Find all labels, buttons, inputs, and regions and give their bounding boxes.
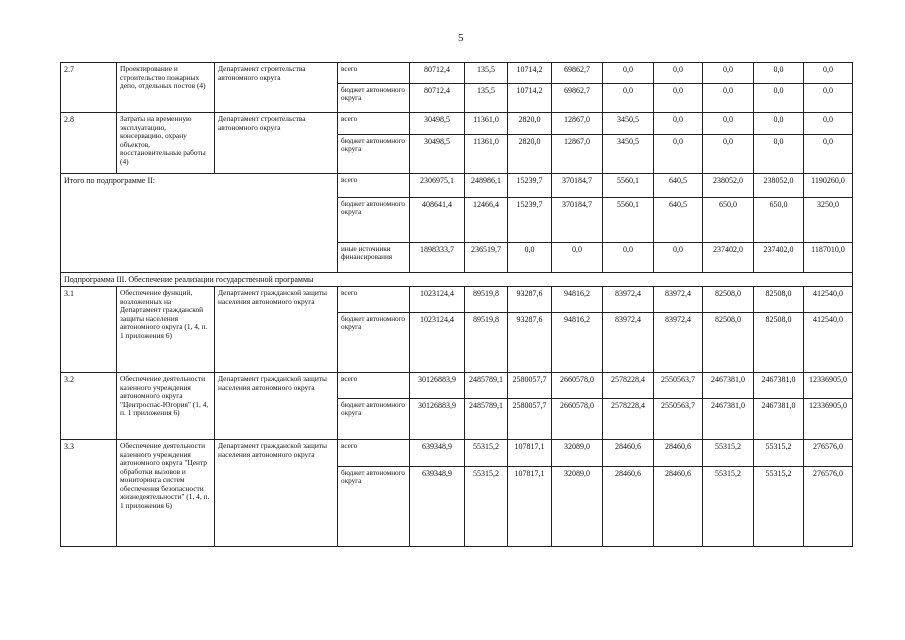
amount-cell: 15239,7 (508, 174, 552, 198)
amount-cell: 0,0 (552, 243, 603, 273)
amount-cell: 0,0 (703, 63, 754, 84)
amount-cell: 237402,0 (754, 243, 804, 273)
amount-cell: 2660578,0 (552, 399, 603, 440)
amount-cell: 83972,4 (654, 313, 703, 373)
amount-cell: 94816,2 (552, 313, 603, 373)
item-name: Обеспечение функций, возложенных на Департамент гражданской защиты населения автономного округа (1, 4, п. 1 приложения 6) (117, 287, 215, 373)
amount-cell: 93287,6 (508, 313, 552, 373)
amount-cell: 11361,0 (465, 135, 508, 174)
amount-cell: 0,0 (603, 84, 654, 113)
amount-cell: 2820,0 (508, 135, 552, 174)
amount-cell: 2550563,7 (654, 373, 703, 399)
amount-cell: 238052,0 (703, 174, 754, 198)
page-number: 5 (458, 32, 464, 44)
amount-cell: 5560,1 (603, 174, 654, 198)
amount-cell: 80712,4 (410, 84, 465, 113)
amount-cell: 2578228,4 (603, 399, 654, 440)
amount-cell: 69862,7 (552, 63, 603, 84)
amount-cell: 0,0 (804, 135, 853, 174)
amount-cell: 135,5 (465, 63, 508, 84)
amount-cell: 30498,5 (410, 113, 465, 135)
item-number: 3.2 (61, 373, 117, 440)
amount-cell: 83972,4 (654, 287, 703, 313)
amount-cell: 0,0 (754, 84, 804, 113)
amount-cell: 82508,0 (703, 313, 754, 373)
amount-cell: 28460,6 (603, 440, 654, 467)
amount-cell: 248986,1 (465, 174, 508, 198)
item-department: Департамент гражданской защиты населения автономного округа (215, 440, 338, 547)
amount-cell: 0,0 (654, 63, 703, 84)
funding-source: бюджет автономного округа (338, 84, 410, 113)
amount-cell: 55315,2 (465, 467, 508, 547)
amount-cell: 2467381,0 (703, 373, 754, 399)
funding-source: всего (338, 63, 410, 84)
table-body (61, 63, 853, 547)
item-department: Департамент гражданской защиты населения автономного округа (215, 287, 338, 373)
amount-cell: 30498,5 (410, 135, 465, 174)
amount-cell: 10714,2 (508, 84, 552, 113)
amount-cell: 0,0 (804, 113, 853, 135)
item-name: Затраты на временную эксплуатацию, консервацию, охрану объектов, восстановительные работы (4) (117, 113, 215, 174)
amount-cell: 93287,6 (508, 287, 552, 313)
amount-cell: 55315,2 (754, 467, 804, 547)
item-number: 3.3 (61, 440, 117, 547)
table-row (61, 63, 853, 84)
item-department: Департамент гражданской защиты населения автономного округа (215, 373, 338, 440)
amount-cell: 238052,0 (754, 174, 804, 198)
amount-cell: 0,0 (654, 84, 703, 113)
amount-cell: 2820,0 (508, 113, 552, 135)
amount-cell: 32089,0 (552, 440, 603, 467)
amount-cell: 83972,4 (603, 287, 654, 313)
budget-table (60, 62, 853, 547)
amount-cell: 0,0 (654, 135, 703, 174)
amount-cell: 0,0 (703, 84, 754, 113)
amount-cell: 28460,6 (654, 467, 703, 547)
item-number: 2.8 (61, 113, 117, 174)
amount-cell: 12867,0 (552, 135, 603, 174)
amount-cell: 69862,7 (552, 84, 603, 113)
amount-cell: 0,0 (654, 113, 703, 135)
amount-cell: 12867,0 (552, 113, 603, 135)
amount-cell: 55315,2 (703, 440, 754, 467)
amount-cell: 28460,6 (603, 467, 654, 547)
funding-source: бюджет автономного округа (338, 135, 410, 174)
amount-cell: 5560,1 (603, 198, 654, 243)
amount-cell: 12466,4 (465, 198, 508, 243)
funding-source: бюджет автономного округа (338, 467, 410, 547)
amount-cell: 30126883,9 (410, 399, 465, 440)
amount-cell: 412540,0 (804, 313, 853, 373)
amount-cell: 236519,7 (465, 243, 508, 273)
amount-cell: 0,0 (654, 243, 703, 273)
amount-cell: 12336905,0 (804, 399, 853, 440)
amount-cell: 0,0 (804, 84, 853, 113)
item-number: 2.7 (61, 63, 117, 113)
amount-cell: 0,0 (603, 63, 654, 84)
amount-cell: 55315,2 (754, 440, 804, 467)
amount-cell: 370184,7 (552, 174, 603, 198)
amount-cell: 639348,9 (410, 467, 465, 547)
amount-cell: 0,0 (603, 243, 654, 273)
amount-cell: 2580057,7 (508, 373, 552, 399)
amount-cell: 0,0 (804, 63, 853, 84)
amount-cell: 1023124,4 (410, 313, 465, 373)
amount-cell: 2578228,4 (603, 373, 654, 399)
table-row (61, 287, 853, 313)
item-name: Обеспечение деятельности казенного учреждения автономного округа "Центроспас-Югория" (1, 4, п. 1 приложения 6) (117, 373, 215, 440)
amount-cell: 650,0 (703, 198, 754, 243)
funding-source: бюджет автономного округа (338, 399, 410, 440)
amount-cell: 0,0 (754, 135, 804, 174)
amount-cell: 89519,8 (465, 313, 508, 373)
total-label: Итого по подпрограмме II: (61, 174, 338, 273)
amount-cell: 135,5 (465, 84, 508, 113)
amount-cell: 107817,1 (508, 440, 552, 467)
amount-cell: 639348,9 (410, 440, 465, 467)
amount-cell: 0,0 (703, 135, 754, 174)
amount-cell: 0,0 (508, 243, 552, 273)
amount-cell: 3250,0 (804, 198, 853, 243)
amount-cell: 2467381,0 (754, 373, 804, 399)
amount-cell: 650,0 (754, 198, 804, 243)
amount-cell: 640,5 (654, 198, 703, 243)
amount-cell: 3450,5 (603, 135, 654, 174)
amount-cell: 30126883,9 (410, 373, 465, 399)
amount-cell: 3450,5 (603, 113, 654, 135)
amount-cell: 276576,0 (804, 440, 853, 467)
amount-cell: 32089,0 (552, 467, 603, 547)
amount-cell: 408641,4 (410, 198, 465, 243)
amount-cell: 82508,0 (754, 313, 804, 373)
item-number: 3.1 (61, 287, 117, 373)
item-department: Департамент строительства автономного округа (215, 113, 338, 174)
amount-cell: 15239,7 (508, 198, 552, 243)
amount-cell: 2467381,0 (703, 399, 754, 440)
table-row (61, 113, 853, 135)
funding-source: всего (338, 373, 410, 399)
amount-cell: 80712,4 (410, 63, 465, 84)
total-row (61, 174, 853, 198)
funding-source: бюджет автономного округа (338, 313, 410, 373)
amount-cell: 2306975,1 (410, 174, 465, 198)
amount-cell: 94816,2 (552, 287, 603, 313)
item-name: Проектирование и строительство пожарных депо, отдельных постов (4) (117, 63, 215, 113)
funding-source: всего (338, 440, 410, 467)
amount-cell: 82508,0 (703, 287, 754, 313)
item-name: Обеспечение деятельности казенного учреждения автономного округа "Центр обработки вызовов и мониторинга систем обеспечения безопасности жизнедеятельности" (1, 4, п. 1 приложения 6) (117, 440, 215, 547)
funding-source: всего (338, 287, 410, 313)
amount-cell: 2485789,1 (465, 373, 508, 399)
amount-cell: 1898333,7 (410, 243, 465, 273)
amount-cell: 12336905,0 (804, 373, 853, 399)
subprogram-title: Подпрограмма III. Обеспечение реализации государственной программы (61, 273, 853, 287)
amount-cell: 2550563,7 (654, 399, 703, 440)
amount-cell: 370184,7 (552, 198, 603, 243)
amount-cell: 82508,0 (754, 287, 804, 313)
amount-cell: 0,0 (754, 63, 804, 84)
amount-cell: 11361,0 (465, 113, 508, 135)
amount-cell: 2485789,1 (465, 399, 508, 440)
table-row (61, 440, 853, 467)
funding-source: иные источники финансирования (338, 243, 410, 273)
amount-cell: 1023124,4 (410, 287, 465, 313)
amount-cell: 237402,0 (703, 243, 754, 273)
amount-cell: 55315,2 (703, 467, 754, 547)
subprogram-row (61, 273, 853, 287)
amount-cell: 28460,6 (654, 440, 703, 467)
table-row (61, 373, 853, 399)
amount-cell: 83972,4 (603, 313, 654, 373)
amount-cell: 89519,8 (465, 287, 508, 313)
amount-cell: 107817,1 (508, 467, 552, 547)
amount-cell: 2467381,0 (754, 399, 804, 440)
item-department: Департамент строительства автономного округа (215, 63, 338, 113)
amount-cell: 1190260,0 (804, 174, 853, 198)
amount-cell: 2580057,7 (508, 399, 552, 440)
funding-source: всего (338, 174, 410, 198)
amount-cell: 0,0 (754, 113, 804, 135)
funding-source: всего (338, 113, 410, 135)
amount-cell: 412540,0 (804, 287, 853, 313)
amount-cell: 0,0 (703, 113, 754, 135)
amount-cell: 276576,0 (804, 467, 853, 547)
amount-cell: 2660578,0 (552, 373, 603, 399)
amount-cell: 10714,2 (508, 63, 552, 84)
amount-cell: 640,5 (654, 174, 703, 198)
funding-source: бюджет автономного округа (338, 198, 410, 243)
amount-cell: 55315,2 (465, 440, 508, 467)
amount-cell: 1187010,0 (804, 243, 853, 273)
